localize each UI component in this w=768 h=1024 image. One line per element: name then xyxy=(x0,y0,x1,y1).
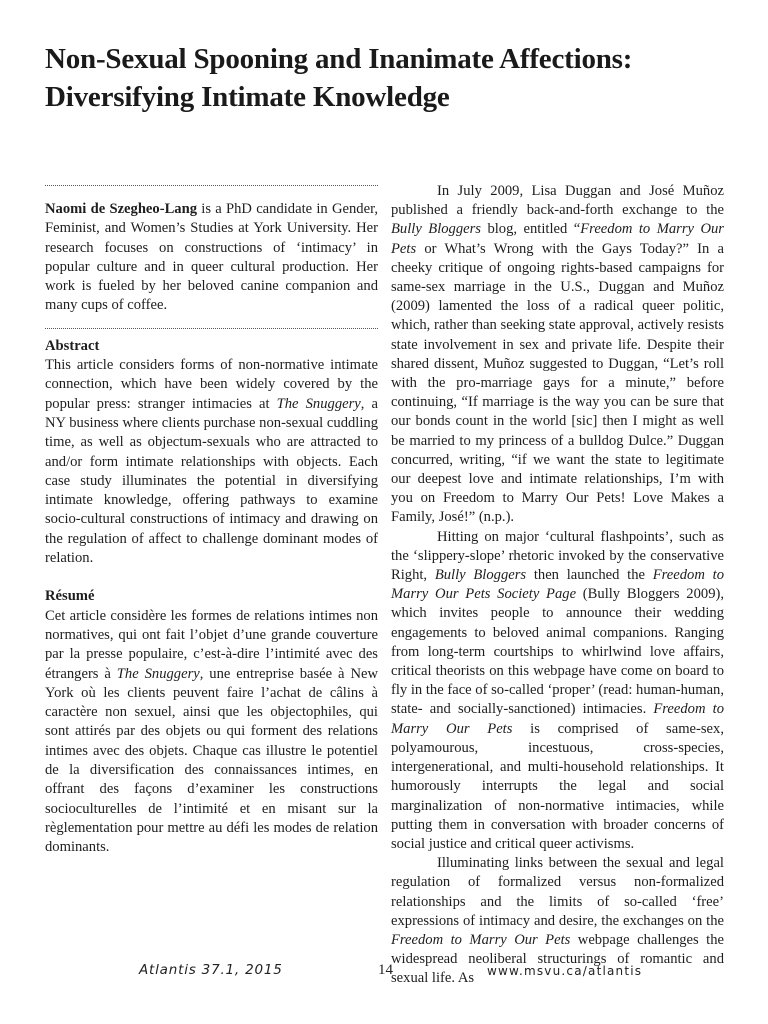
resume-text-part: Cet article considère les formes de relations intimes non normatives, qui ont fait l’objet d’une grande couverture par la presse populaire, c’est-à-dire l’intimité avec des étrangers à xyxy=(45,607,378,682)
article-title-line-2: Diversifying Intimate Knowledge xyxy=(45,81,450,113)
abstract-heading: Abstract xyxy=(45,337,100,354)
resume-section xyxy=(45,587,378,857)
body-text: blog, entitled “ xyxy=(480,221,581,238)
abstract-text-part: , a NY business where clients purchase non-sexual cuddling time, as well as objectum-sexuals who are attracted to and/or form intimate relationships with objects. Each case study illuminates the potential in diversifying intimate knowledge, offering pathways to examine socio-cultural constructions of intimacy and drawing on the regulation of affect to challenge dominant modes of relation. xyxy=(45,395,378,567)
body-italic: Freedom to Marry Our Pets xyxy=(391,701,725,737)
abstract-section xyxy=(45,337,378,569)
article-title xyxy=(45,40,735,116)
body-text: then launched the xyxy=(526,567,653,584)
abstract-text-part: This article considers forms of non-normative intimate connection, which have been widely covered by the popular press: stranger intimacies at xyxy=(45,357,378,412)
page-footer xyxy=(0,962,768,986)
body-paragraph-1 xyxy=(391,182,724,528)
author-bio-text: is a PhD candidate in Gender, Feminist, and Women’s Studies at York University. Her research focuses on constructions of ‘intimacy’ in popular culture and in queer cultural production. Her work is fueled by her beloved canine companion and many cups of coffee. xyxy=(45,201,378,314)
body-text: or What’s Wrong with the Gays Today?” In a cheeky critique of ongoing rights-based campaigns for same-sex marriage in the U.S., Duggan and Muñoz (2009) lamented the loss of a radical queer politic, which, rather than seeking state approval, actively resists state involvement in sex and private life. Despite their shared dissent, Muñoz suggested to Duggan, “Let’s roll with the pro-marriage gays for a minute,” before continuing, “If marriage is the way you can be sure that our bonds count in the world [sic] then I might as well be married to my princess of a bulldog Dulce.” Duggan concurred, writing, “if we want the state to legitimate our deepest love and intimate relationships, I’m with you on Freedom to Marry Our Pets! Love Makes a Family, José!” (n.p.). xyxy=(391,240,724,526)
article-title-line-1: Non-Sexual Spooning and Inanimate Affections: xyxy=(45,43,633,75)
body-text: is comprised of same-sex, polyamourous, incestuous, cross-species, intergenerational, and multi-household relationships. It humorously interrupts the legal and social marginalization of non-normative intimacies, while putting them in conversation with broader concerns of social justice and critical queer activisms. xyxy=(391,720,724,852)
body-text: Hitting on major ‘cultural flashpoints’, such as the ‘slippery-slope’ rhetoric invoked by the conservative Right, xyxy=(391,528,724,584)
body-paragraph-2 xyxy=(391,528,724,854)
author-name: Naomi de Szegheo-Lang xyxy=(45,201,198,217)
resume-text xyxy=(45,607,378,858)
page-number: 14 xyxy=(378,962,393,978)
author-bio xyxy=(45,200,378,316)
body-text: (Bully Bloggers 2009), which invites people to announce their wedding engagements to beloved animal companions. Ranging from long-term courtships to whirlwind love affairs, critical theorists on this webpage have come on board to fly in the face of so-called ‘proper’ (read: human-human, state- and socially-sanctioned) intimacies. xyxy=(391,586,724,718)
body-italic: Bully Bloggers xyxy=(391,221,481,238)
abstract-text xyxy=(45,356,378,568)
body-text: webpage challenges the widespread neoliberal structurings of romantic and sexual life. As xyxy=(391,931,725,987)
resume-text-part: , une entreprise basée à New York où les clients peuvent faire l’achat de câlins à caractère non sexuel, ainsi que les objectophiles, qui sont attirés par des objets ou qui forment des relations intimes avec des objets. Chaque cas illustre le potentiel de la diversification des connaissances intimes, en offrant des façons d’examiner les constructions socioculturelles de l’intimité et en misant sur la règlementation pour mettre au défi les modes de relation dominants. xyxy=(45,665,378,856)
body-italic: Freedom to Marry Our Pets xyxy=(391,221,724,257)
dotted-divider xyxy=(45,185,378,186)
body-italic: Freedom to Marry Our Pets xyxy=(391,931,571,948)
resume-heading: Résumé xyxy=(45,588,95,605)
resume-italic-title: The Snuggery xyxy=(116,665,200,682)
abstract-italic-title: The Snuggery xyxy=(276,395,361,412)
dotted-divider xyxy=(45,328,378,329)
journal-citation: Atlantis 37.1, 2015 xyxy=(139,962,283,978)
journal-url: www.msvu.ca/atlantis xyxy=(487,964,643,978)
body-text: In July 2009, Lisa Duggan and José Muñoz published a friendly back-and-forth exchange to the xyxy=(391,183,724,219)
body-italic: Freedom to Marry Our Pets Society Page xyxy=(391,567,724,603)
body-text: Illuminating links between the sexual and legal regulation of formalized versus non-formalized relationships and the limits of so-called ‘free’ expressions of intimacy and desire, the exchanges on the xyxy=(391,855,724,929)
body-italic: Bully Bloggers xyxy=(434,567,527,584)
left-column xyxy=(45,185,378,858)
right-column xyxy=(391,182,724,989)
